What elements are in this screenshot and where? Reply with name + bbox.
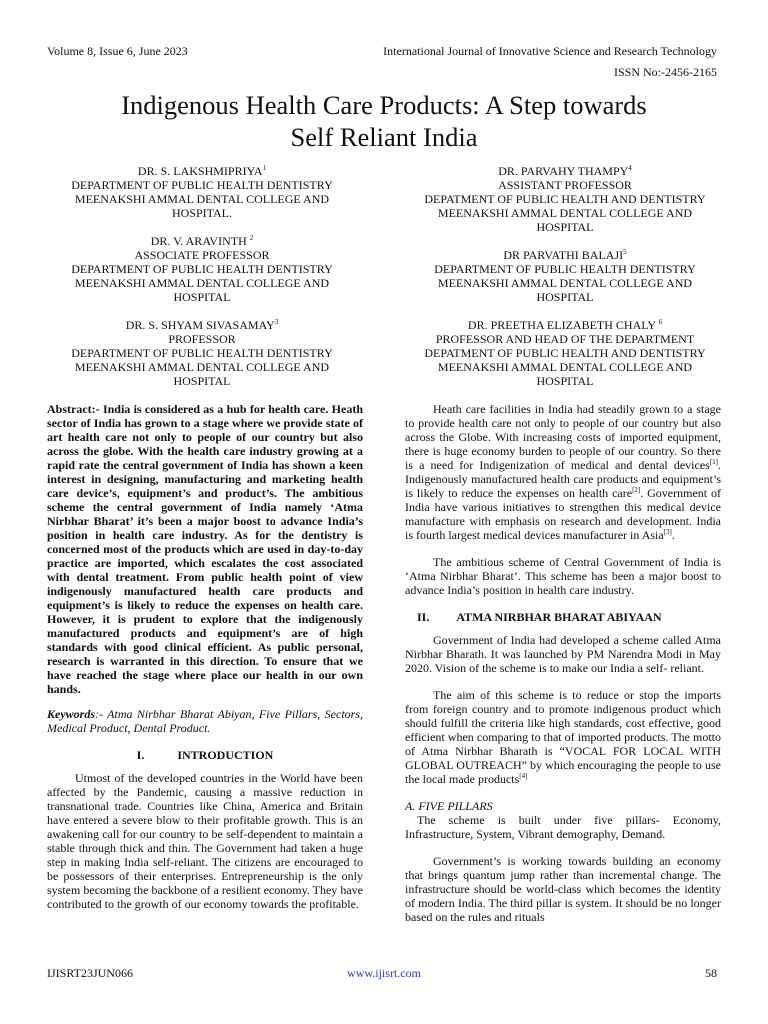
section-heading-introduction xyxy=(47,748,363,762)
author-block xyxy=(37,318,367,388)
author-affiliation-number: 5 xyxy=(623,248,627,256)
author-affiliation-line: MEENAKSHI AMMAL DENTAL COLLEGE AND xyxy=(437,360,693,374)
author-affiliation-line: HOSPITAL xyxy=(536,374,594,388)
author-name xyxy=(400,164,730,178)
keywords-label: Keywords xyxy=(47,707,95,721)
author-name-text: DR. S. SHYAM SIVASAMAY xyxy=(125,318,275,332)
title-line-2: Self Reliant India xyxy=(290,122,478,152)
author-affiliation-number: 4 xyxy=(628,164,632,172)
title-line-1: Indigenous Health Care Products: A Step towards xyxy=(121,90,647,120)
author-affiliation-line: MEENAKSHI AMMAL DENTAL COLLEGE AND xyxy=(437,206,693,220)
paragraph-health-care-facilities xyxy=(405,402,721,542)
author-affiliation-number: 1 xyxy=(262,164,267,172)
author-affiliation-line: HOSPITAL xyxy=(536,220,594,234)
author-name-text: DR. PARVAHY THAMPY xyxy=(498,164,629,178)
author-affiliation-line: ASSOCIATE PROFESSOR xyxy=(134,248,270,262)
text-segment: . xyxy=(671,528,675,542)
author-block xyxy=(400,318,730,388)
paragraph-aim-of-scheme xyxy=(405,688,721,786)
author-name-text: DR. PREETHA ELIZABETH CHALY xyxy=(467,318,659,332)
author-affiliation-number: 6 xyxy=(658,318,663,326)
section-number: I. xyxy=(136,748,145,762)
author-name xyxy=(37,318,367,332)
author-affiliation-line: HOSPITAL xyxy=(173,290,231,304)
keywords-text: :- Atma Nirbhar Bharat Abiyan, Five Pillars, Sectors, Medical Product, Dental Product. xyxy=(47,707,363,735)
author-affiliation-line: DEPARTMENT OF PUBLIC HEALTH DENTISTRY xyxy=(71,346,333,360)
citation: [3] xyxy=(663,528,672,536)
author-affiliation-line: HOSPITAL xyxy=(536,290,594,304)
text-segment: Heath care facilities in India had steadily grown to a stage to provide health care not only to people of our country but also across the Globe. With increasing costs of imported equipment, there is huge economy burden to people of our country. So there is a need for Indigenization of medical and dental devices xyxy=(405,402,721,472)
author-affiliation-line: DEPARTMENT OF PUBLIC HEALTH DENTISTRY xyxy=(71,178,333,192)
author-name-text: DR. S. LAKSHMIPRIYA xyxy=(137,164,263,178)
authors-left xyxy=(37,164,367,402)
header-journal: International Journal of Innovative Science and Research Technology xyxy=(383,44,717,58)
footer-page-number: 58 xyxy=(705,966,717,980)
author-affiliation-number: 3 xyxy=(274,318,279,326)
author-affiliation-line: ASSISTANT PROFESSOR xyxy=(498,178,632,192)
author-affiliation-line: MEENAKSHI AMMAL DENTAL COLLEGE AND xyxy=(74,360,330,374)
text-segment: . Indigenously manufactured health care products and equipment’s is likely to reduce the expenses on health care xyxy=(405,458,721,500)
right-column xyxy=(405,402,721,924)
citation: [2] xyxy=(632,486,641,494)
author-affiliation-line: DEPATMENT OF PUBLIC HEALTH AND DENTISTRY xyxy=(424,346,706,360)
paragraph-five-pillars: The scheme is built under five pillars- Economy, Infrastructure, System, Vibrant demography, Demand. xyxy=(405,813,721,841)
abstract: Abstract:- India is considered as a hub for health care. Heath sector of India has grown to a stage where we provide state of art health care not only to people of our country but also across the globe. With the health care industry growing at a rapid rate the central government of India has shown a keen interest in designing, manufacturing and marketing health care device’s, equipment’s and product’s. The ambitious scheme the central government of India namely ‘Atma Nirbhar Bharat’ it’s been a major boost to advance India’s position in health care industry. As for the dentistry is concerned most of the products which are used in day-to-day practice are imported, which escalates the cost associated with dental treatment. From public health point of view indigenously manufactured health care products and equipment’s is likely to reduce the expenses on health care. However, it is prudent to explore that the indigenously manufactured products and equipment’s are of high standards with good clinical efficient. As public personal, research is warranted in this direction. To ensure that we have reached the stage where place our health in our own hands. xyxy=(47,402,363,696)
header-volume: Volume 8, Issue 6, June 2023 xyxy=(47,44,188,58)
paragraph-government-economy: Government’s is working towards building an economy that brings quantum jump rather than incremental change. The infrastructure should be world-class which becomes the identity of modern India. The third pillar is system. It should be no longer based on the rules and rituals xyxy=(405,854,721,924)
author-name-text: DR. V. ARAVINTH xyxy=(150,234,250,248)
citation: [4] xyxy=(519,772,528,780)
authors-right xyxy=(400,164,730,402)
author-affiliation-line: DEPARTMENT OF PUBLIC HEALTH DENTISTRY xyxy=(71,262,333,276)
author-block xyxy=(37,164,367,220)
author-affiliation-line: DEPATMENT OF PUBLIC HEALTH AND DENTISTRY xyxy=(424,192,706,206)
author-name-text: DR PARVATHI BALAJI xyxy=(503,248,624,262)
author-block xyxy=(37,234,367,304)
author-block xyxy=(400,248,730,304)
author-name xyxy=(37,164,367,178)
text-segment: . Government of India have various initiatives to strengthen this medical device manufacture with emphasis on research and development. India is fourth largest medical devices manufacturer in Asia xyxy=(405,486,721,542)
section-heading-atma-nirbhar xyxy=(405,610,721,624)
author-affiliation-line: MEENAKSHI AMMAL DENTAL COLLEGE AND xyxy=(74,192,330,206)
left-column xyxy=(47,402,363,911)
paragraph-government-scheme: Government of India had developed a scheme called Atma Nirbhar Bharath. It was launched by PM Narendra Modi in May 2020. Vision of the scheme is to make our India a self- reliant. xyxy=(405,633,721,675)
author-affiliation-line: HOSPITAL xyxy=(173,374,231,388)
intro-paragraph: Utmost of the developed countries in the World have been affected by the Pandemic, causing a massive reduction in transnational trade. Countries like China, America and Britain have entered a severe blow to their profitable growth. This is an awakening call for our country to be self-dependent to maintain a stable through thick and thin. The Government had taken a huge step in making India self-reliant. The citizens are encouraged to be possessors of their enterprises. Entrepreneurship is the only system becoming the backbone of a resilient economy. They have contributed to the growth of our economy towards the profitable. xyxy=(47,771,363,911)
author-block xyxy=(400,164,730,234)
header-issn: ISSN No:-2456-2165 xyxy=(613,65,717,79)
paragraph-ambitious-scheme: The ambitious scheme of Central Government of India is ‘Atma Nirbhar Bharat’. This scheme has been a major boost to advance India’s position in health care industry. xyxy=(405,555,721,597)
footer-website-link[interactable]: www.ijisrt.com xyxy=(347,966,421,980)
subsection-heading-five-pillars: A. FIVE PILLARS xyxy=(405,799,493,813)
author-affiliation-number: 2 xyxy=(249,234,254,242)
author-name xyxy=(400,318,730,332)
footer-article-id: IJISRT23JUN066 xyxy=(47,966,133,980)
keywords xyxy=(47,707,363,735)
author-affiliation-line: PROFESSOR AND HEAD OF THE DEPARTMENT xyxy=(435,332,695,346)
author-affiliation-line: MEENAKSHI AMMAL DENTAL COLLEGE AND xyxy=(437,276,693,290)
author-affiliation-line: MEENAKSHI AMMAL DENTAL COLLEGE AND xyxy=(74,276,330,290)
author-affiliation-line: PROFESSOR xyxy=(168,332,236,346)
author-name xyxy=(400,248,730,262)
author-name xyxy=(37,234,367,248)
citation: [1] xyxy=(709,458,718,466)
author-affiliation-line: DEPARTMENT OF PUBLIC HEALTH DENTISTRY xyxy=(434,262,696,276)
text-segment: The aim of this scheme is to reduce or stop the imports from foreign country and to promote indigenous product which should fulfill the criteria like high standards, cost effective, good efficient when comparing to that of imported products. The motto of Atma Nirbhar Bharath is “VOCAL FOR LOCAL WITH GLOBAL OUTREACH” by which encouraging the people to use the local made products xyxy=(405,688,721,786)
section-title: INTRODUCTION xyxy=(177,748,274,762)
section-number: II. xyxy=(417,610,430,624)
author-affiliation-line: HOSPITAL. xyxy=(171,206,233,220)
paper-title xyxy=(40,89,728,153)
section-title: ATMA NIRBHAR BHARAT ABIYAAN xyxy=(456,610,662,624)
